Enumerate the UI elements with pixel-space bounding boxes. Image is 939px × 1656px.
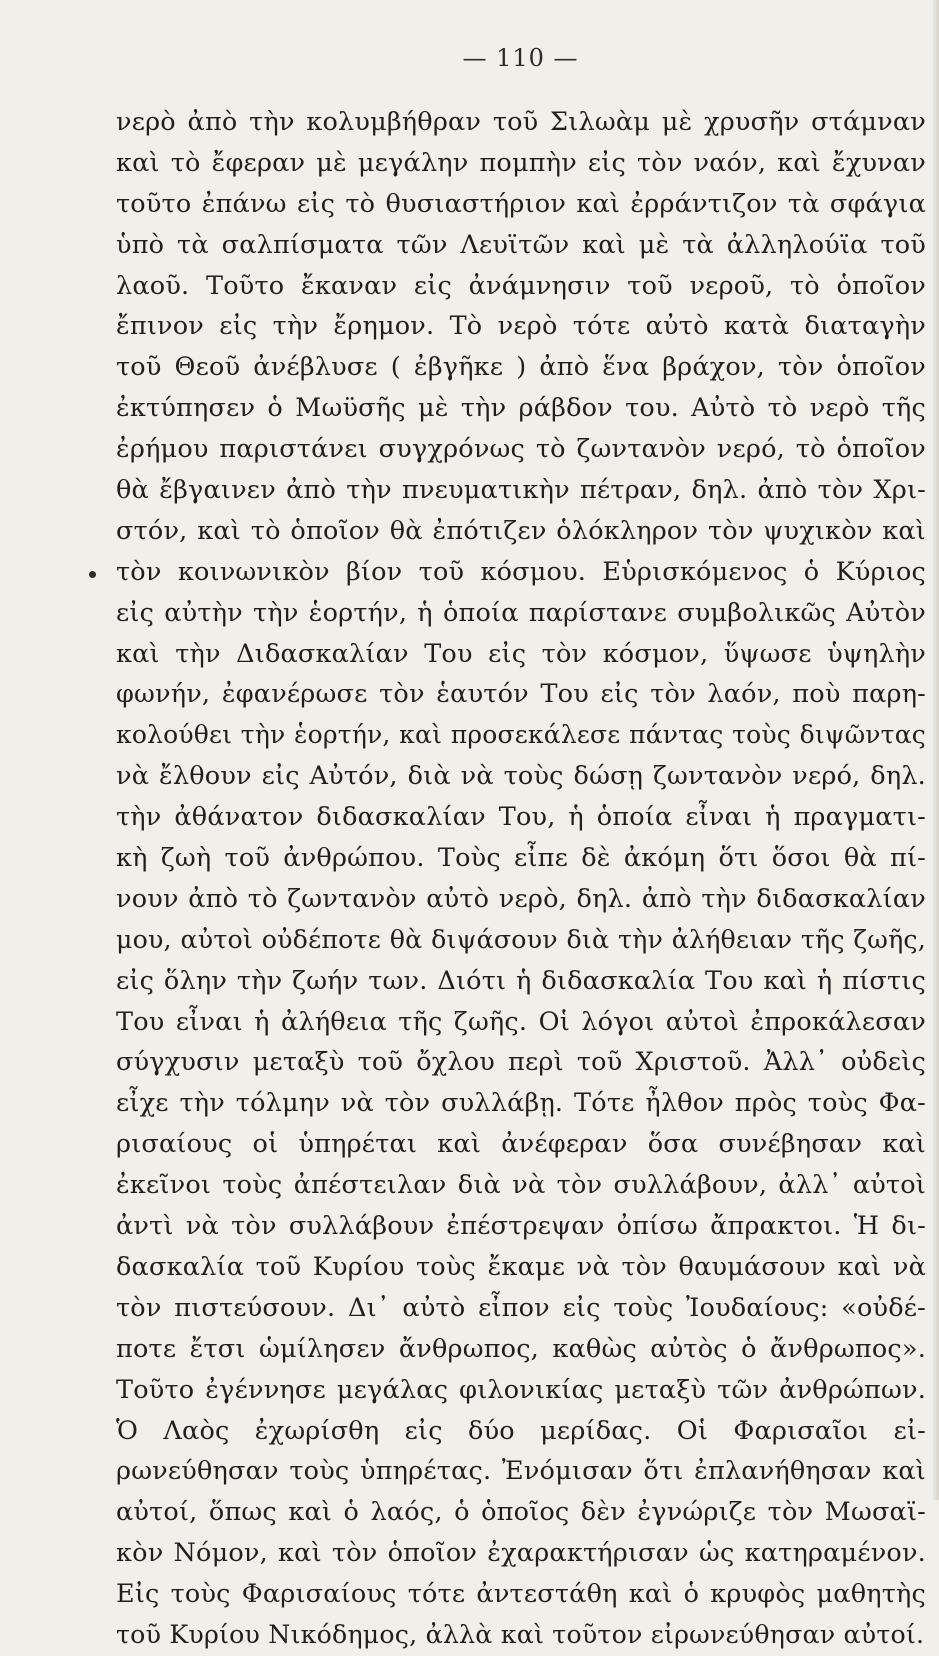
text-line: ρισαίους οἱ ὑπηρέται καὶ ἀνέφεραν ὅσα συνέβησαν καὶ (116, 1129, 926, 1160)
text-line: τὴν ἀθάνατον διδασκαλίαν Του, ἡ ὁποία εἶναι ἡ πραγματι- (116, 802, 926, 833)
text-line: κὴ ζωὴ τοῦ ἀνθρώπου. Τοὺς εἶπε δὲ ἀκόμη ὅτι ὅσοι θὰ πί- (116, 843, 926, 874)
text-line: καὶ τὸ ἔφεραν μὲ μεγάλην πομπὴν εἰς τὸν ναόν, καὶ ἔχυναν (116, 147, 926, 178)
text-line: δασκαλία τοῦ Κυρίου τοὺς ἔκαμε νὰ τὸν θαυμάσουν καὶ νὰ (116, 1251, 926, 1282)
text-line: εἰς ὅλην τὴν ζωήν των. Διότι ἡ διδασκαλία Του καὶ ἡ πίστις (116, 965, 926, 996)
text-line: Του εἶναι ἡ ἀλήθεια τῆς ζωῆς. Οἱ λόγοι αὐτοὶ ἐπροκάλεσαν (116, 1006, 926, 1037)
text-line: εἶχε τὴν τόλμην νὰ τὸν συλλάβῃ. Τότε ἦλθον πρὸς τοὺς Φα- (116, 1088, 926, 1119)
text-line: φωνήν, ἐφανέρωσε τὸν ἑαυτόν Του εἰς τὸν λαόν, ποὺ παρη- (116, 679, 926, 710)
text-line: ποτε ἔτσι ὡμίλησεν ἄνθρωπος, καθὼς αὐτὸς ὁ ἄνθρωπος». (116, 1333, 926, 1364)
text-line: καὶ τὴν Διδασκαλίαν Του εἰς τὸν κόσμον, ὕψωσε ὑψηλὴν (116, 638, 926, 669)
margin-mark (89, 571, 96, 578)
text-line: Εἰς τοὺς Φαρισαίους τότε ἀντεστάθη καὶ ὁ κρυφὸς μαθητὴς (116, 1579, 926, 1610)
text-line: τοῦ Κυρίου Νικόδημος, ἀλλὰ καὶ τοῦτον εἰρωνεύθησαν αὐτοί. (116, 1619, 925, 1649)
text-line: ἐκτύπησεν ὁ Μωϋσῆς μὲ τὴν ράβδον του. Αὐτὸ τὸ νερὸ τῆς (116, 393, 926, 424)
body-text (116, 102, 926, 1656)
page-edge-shadow (933, 0, 939, 1500)
text-line: νερὸ ἀπὸ τὴν κολυμβήθραν τοῦ Σιλωὰμ μὲ χρυσῆν στάμναν (116, 107, 926, 137)
text-line: τὸν πιστεύσουν. Δι᾽ αὐτὸ εἶπον εἰς τοὺς Ἰουδαίους: «οὐδέ- (116, 1292, 926, 1323)
text-line: ἐρήμου παριστάνει συγχρόνως τὸ ζωντανὸν νερό, τὸ ὁποῖον (116, 434, 926, 465)
text-line: θὰ ἔβγαινεν ἀπὸ τὴν πνευματικὴν πέτραν, δηλ. ἀπὸ τὸν Χρι- (116, 475, 926, 506)
text-line: τὸν κοινωνικὸν βίον τοῦ κόσμου. Εὑρισκόμενος ὁ Κύριος (116, 556, 926, 587)
text-line: Τοῦτο ἐγέννησε μεγάλας φιλονικίας μεταξὺ τῶν ἀνθρώπων. (116, 1374, 926, 1405)
text-line: νουν ἀπὸ τὸ ζωντανὸν αὐτὸ νερὸ, δηλ. ἀπὸ τὴν διδασκαλίαν (116, 883, 926, 914)
text-line: κολούθει τὴν ἑορτήν, καὶ προσεκάλεσε πάντας τοὺς διψῶντας (116, 720, 926, 750)
text-line: Ὁ Λαὸς ἐχωρίσθη εἰς δύο μερίδας. Οἱ Φαρισαῖοι εἰ- (116, 1415, 926, 1446)
text-line: ἐκεῖνοι τοὺς ἀπέστειλαν διὰ νὰ τὸν συλλάβουν, ἀλλ᾽ αὐτοὶ (116, 1170, 926, 1201)
text-line: στόν, καὶ τὸ ὁποῖον θὰ ἐπότιζεν ὁλόκληρον τὸν ψυχικὸν καὶ (116, 515, 926, 546)
text-line: μου, αὐτοὶ οὐδέποτε θὰ διψάσουν διὰ τὴν ἀλήθειαν τῆς ζωῆς, (116, 924, 926, 954)
text-line: εἰς αὐτὴν τὴν ἑορτήν, ἡ ὁποία παρίστανε συμβολικῶς Αὐτὸν (116, 597, 926, 628)
text-line: κὸν Νόμον, καὶ τὸν ὁποῖον ἐχαρακτήρισαν ὡς κατηραμένον. (116, 1538, 926, 1569)
text-line: αὐτοί, ὅπως καὶ ὁ λαός, ὁ ὁποῖος δὲν ἐγνώριζε τὸν Μωσαϊ- (116, 1497, 926, 1528)
text-line: ἀντὶ νὰ τὸν συλλάβουν ἐπέστρεψαν ὀπίσω ἄπρακτοι. Ἡ δι- (116, 1211, 926, 1242)
text-line: ἔπινον εἰς τὴν ἔρημον. Τὸ νερὸ τότε αὐτὸ κατὰ διαταγὴν (116, 311, 926, 342)
text-line: τοῦτο ἐπάνω εἰς τὸ θυσιαστήριον καὶ ἐρράντιζον τὰ σφάγια (116, 188, 926, 219)
text-line: τοῦ Θεοῦ ἀνέβλυσε ( ἐβγῆκε ) ἀπὸ ἕνα βράχον, τὸν ὁποῖον (116, 352, 926, 383)
text-line: ρωνεύθησαν τοὺς ὑπηρέτας. Ἐνόμισαν ὅτι ἐπλανήθησαν καὶ (116, 1456, 926, 1487)
text-line: ὑπὸ τὰ σαλπίσματα τῶν Λευϊτῶν καὶ μὲ τὰ ἀλληλούϊα τοῦ (116, 229, 926, 260)
page-number: — 110 — (462, 44, 579, 72)
text-line: λαοῦ. Τοῦτο ἔκαναν εἰς ἀνάμνησιν τοῦ νεροῦ, τὸ ὁποῖον (116, 270, 926, 301)
text-line: σύγχυσιν μεταξὺ τοῦ ὄχλου περὶ τοῦ Χριστοῦ. Ἀλλ᾽ οὐδεὶς (116, 1047, 926, 1078)
text-line: νὰ ἔλθουν εἰς Αὐτόν, διὰ νὰ τοὺς δώσῃ ζωντανὸν νερό, δηλ. (116, 761, 926, 792)
